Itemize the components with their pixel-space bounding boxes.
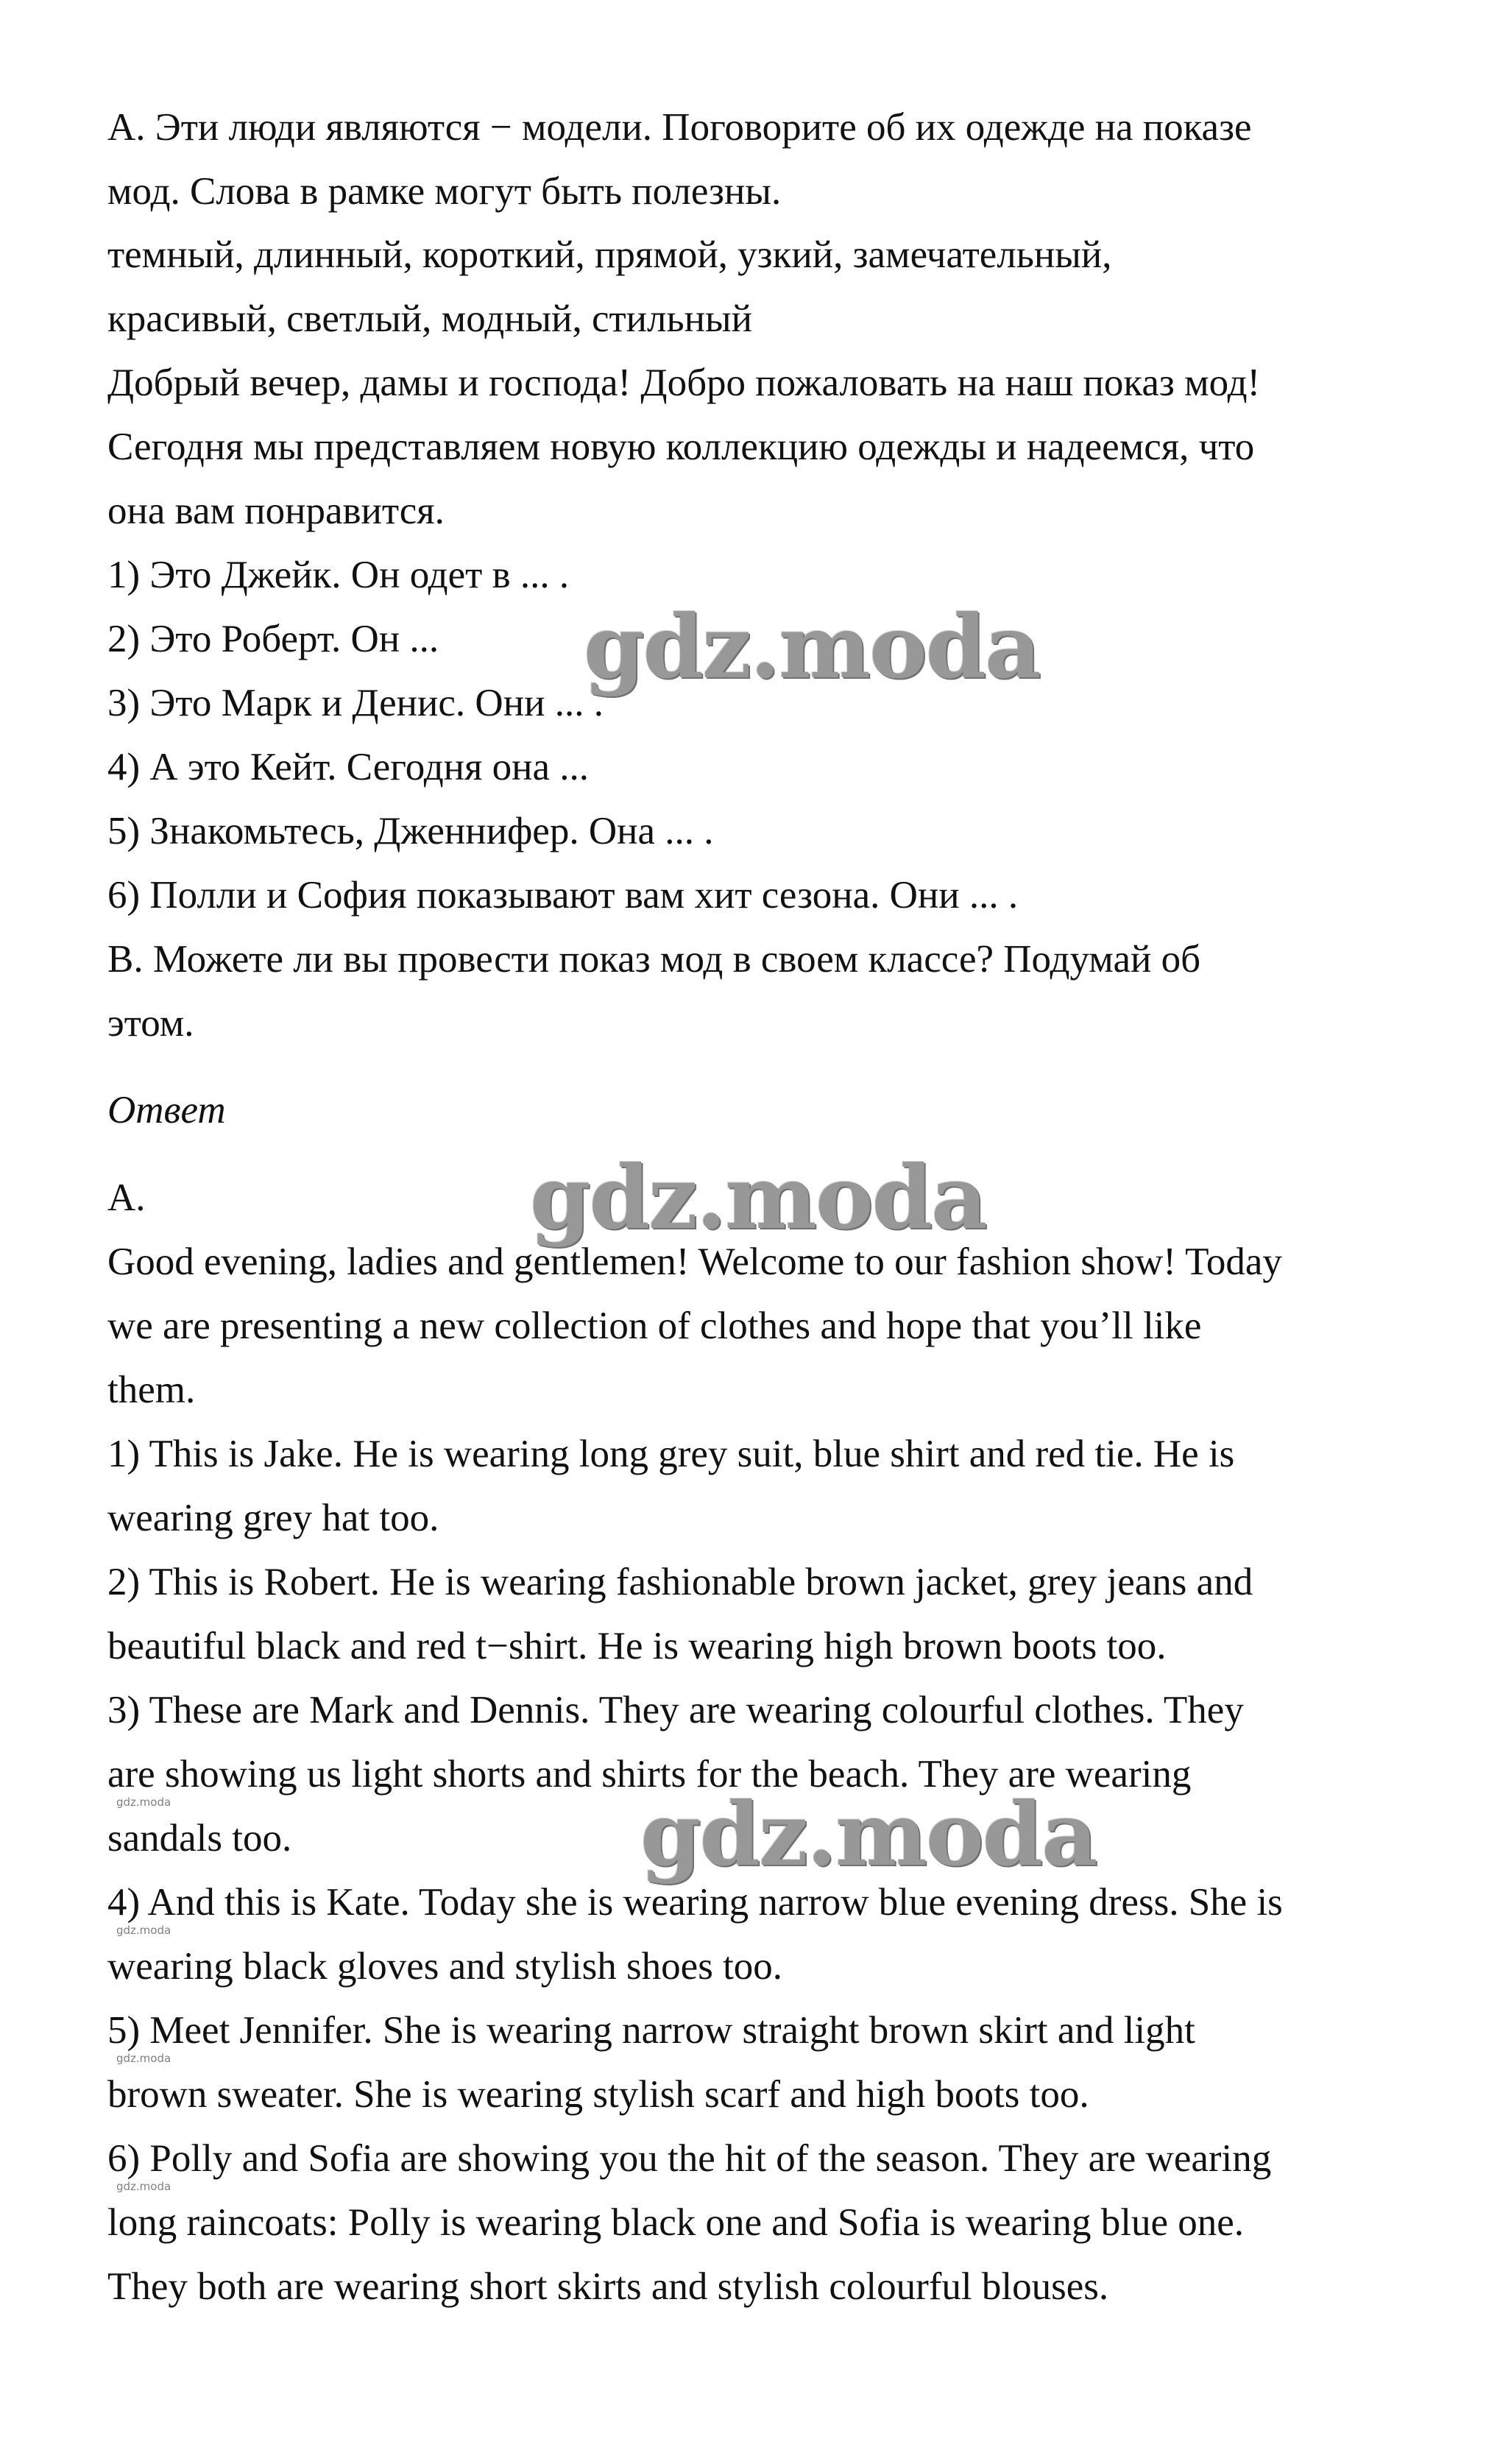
- question-item: 2) Это Роберт. Он ...: [107, 618, 439, 660]
- answer-line: Good evening, ladies and gentlemen! Welcome to our fashion show! Today: [107, 1240, 1282, 1283]
- question-line: красивый, светлый, модный, стильный: [107, 297, 753, 340]
- answer-item: wearing grey hat too.: [107, 1497, 439, 1539]
- question-item: 3) Это Марк и Денис. Они ... .: [107, 682, 604, 724]
- answer-item: 5) Meet Jennifer. She is wearing narrow straight brown skirt and light: [107, 2009, 1195, 2052]
- question-line: мод. Слова в рамке могут быть полезны.: [107, 170, 782, 213]
- question-line: В. Можете ли вы провести показ мод в своем классе? Подумай об: [107, 938, 1201, 981]
- watermark-logo: gdz.moda: [584, 596, 1040, 698]
- answer-item: long raincoats: Polly is wearing black one and Sofia is wearing blue one.: [107, 2201, 1244, 2244]
- answer-item: 1) This is Jake. He is wearing long grey suit, blue shirt and red tie. He is: [107, 1433, 1235, 1475]
- answer-item: 3) These are Mark and Dennis. They are wearing colourful clothes. They: [107, 1689, 1244, 1731]
- answer-item: 4) And this is Kate. Today she is wearing narrow blue evening dress. She is: [107, 1881, 1283, 1924]
- answer-item: 2) This is Robert. He is wearing fashionable brown jacket, grey jeans and: [107, 1561, 1253, 1603]
- answer-item: are showing us light shorts and shirts for the beach. They are wearing: [107, 1753, 1192, 1796]
- watermark-logo: gdz.moda: [640, 1783, 1097, 1885]
- question-line: Добрый вечер, дамы и господа! Добро пожаловать на наш показ мод!: [107, 361, 1261, 404]
- watermark-small: gdz.moda: [116, 2180, 171, 2193]
- question-line: этом.: [107, 1002, 194, 1045]
- answer-line: we are presenting a new collection of clothes and hope that you’ll like: [107, 1305, 1202, 1347]
- answer-item: brown sweater. She is wearing stylish scarf and high boots too.: [107, 2073, 1089, 2116]
- question-item: 5) Знакомьтесь, Дженнифер. Она ... .: [107, 810, 714, 852]
- answer-item: wearing black gloves and stylish shoes too.: [107, 1945, 783, 1988]
- answer-line: A.: [107, 1176, 146, 1219]
- watermark-logo: gdz.moda: [530, 1146, 986, 1249]
- question-line: А. Эти люди являются − модели. Поговорите об их одежде на показе: [107, 106, 1252, 149]
- answer-item: beautiful black and red t−shirt. He is wearing high brown boots too.: [107, 1625, 1167, 1667]
- question-line: Сегодня мы представляем новую коллекцию одежды и надеемся, что: [107, 426, 1255, 468]
- question-item: 6) Полли и София показывают вам хит сезона. Они ... .: [107, 874, 1019, 917]
- answer-item: 6) Polly and Sofia are showing you the hit of the season. They are wearing: [107, 2137, 1272, 2180]
- watermark-small: gdz.moda: [116, 1796, 171, 1809]
- answer-line: them.: [107, 1369, 196, 1411]
- question-line: она вам понравится.: [107, 490, 445, 532]
- watermark-small: gdz.moda: [116, 1924, 171, 1937]
- question-item: 1) Это Джейк. Он одет в ... .: [107, 554, 570, 596]
- question-item: 4) А это Кейт. Сегодня она ...: [107, 746, 590, 788]
- answer-heading: Ответ: [107, 1089, 226, 1132]
- answer-item: sandals too.: [107, 1817, 292, 1860]
- question-line: темный, длинный, короткий, прямой, узкий, замечательный,: [107, 233, 1112, 276]
- watermark-small: gdz.moda: [116, 2052, 171, 2065]
- answer-item: They both are wearing short skirts and stylish colourful blouses.: [107, 2265, 1109, 2308]
